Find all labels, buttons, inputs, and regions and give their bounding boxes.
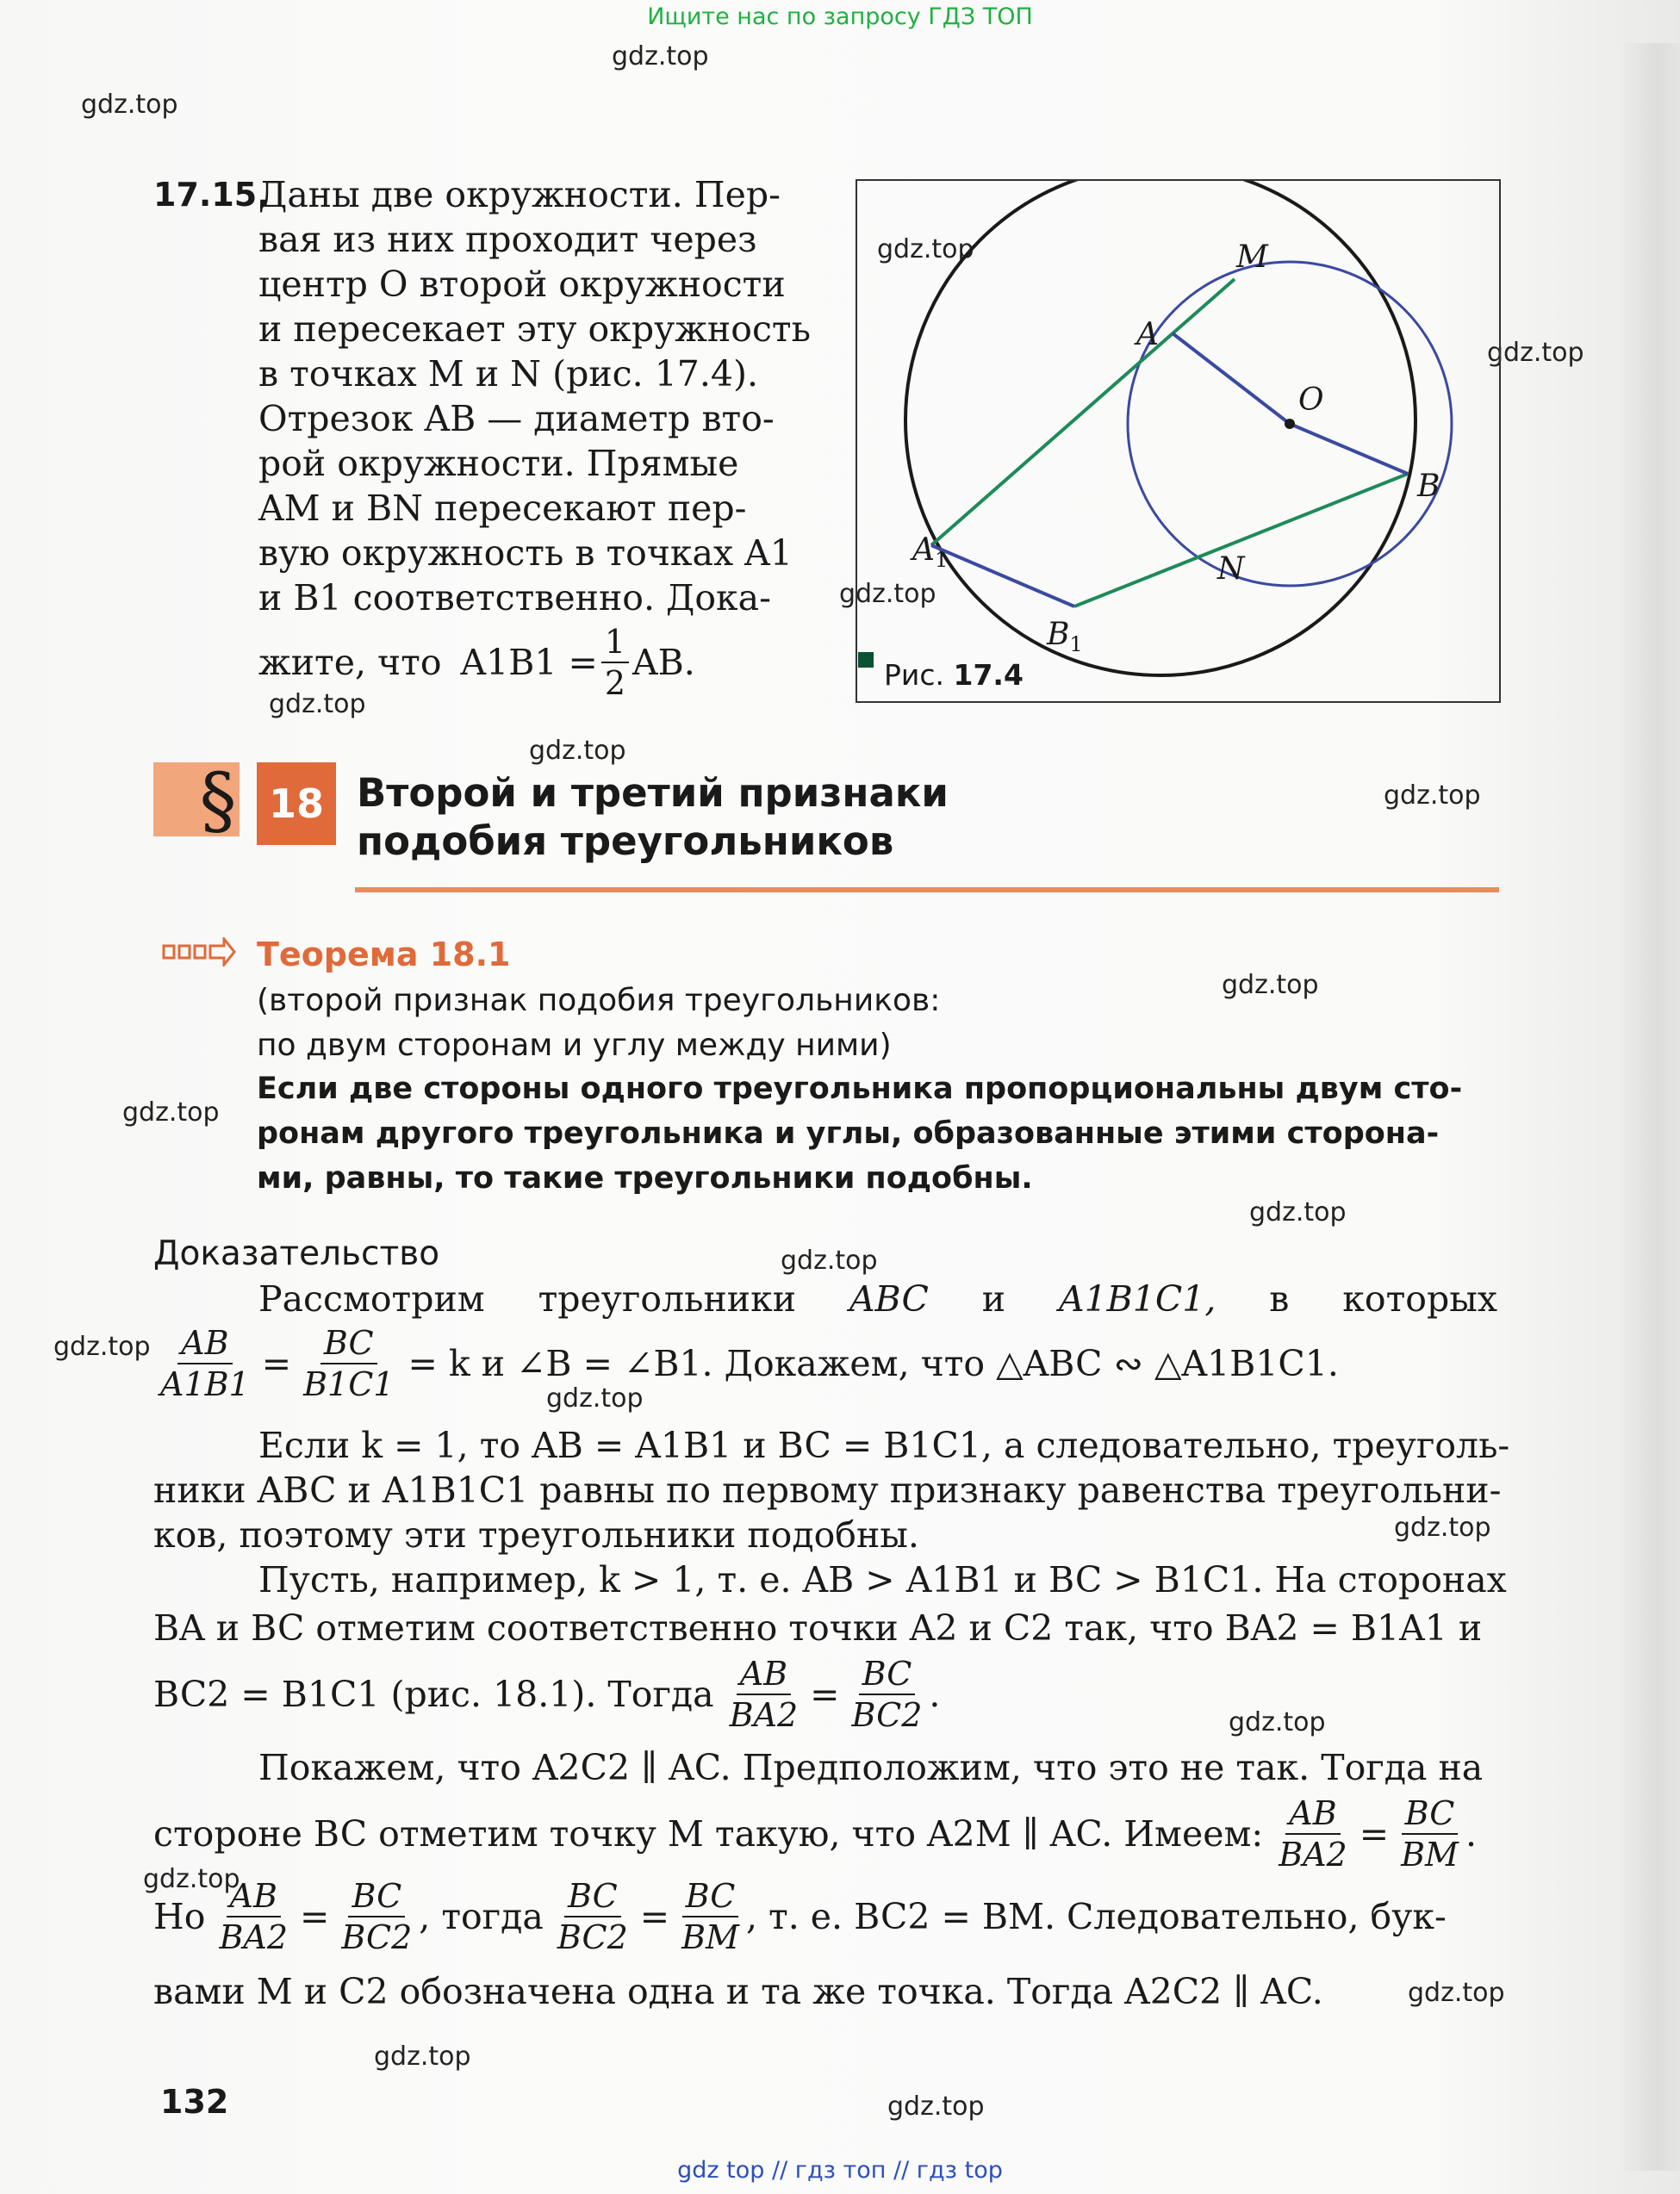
watermark: gdz.top bbox=[1394, 1513, 1491, 1543]
numerator: AB bbox=[737, 1654, 791, 1695]
denominator: BM bbox=[681, 1918, 739, 1956]
text: A1B1 = bbox=[460, 642, 598, 683]
section-sign: § bbox=[199, 758, 237, 844]
watermark: gdz.top bbox=[374, 2042, 471, 2072]
text: стороне BC отметим точку M такую, что A2M ∥ AC. Имеем: bbox=[153, 1813, 1264, 1855]
proof-line-2: $\frac{AB}{A1B1}$ = $\frac{BC}{B1C1}$ = k и ∠B = ∠B1. Докажем, что △ABC ∾ △A1B1C1. bbox=[153, 1323, 1339, 1404]
label-o: O bbox=[1298, 382, 1324, 418]
fraction bbox=[215, 1876, 291, 1957]
watermark: gdz.top bbox=[612, 41, 709, 71]
first-circle bbox=[905, 181, 1416, 675]
watermark: gdz.top bbox=[877, 234, 974, 264]
problem-last-line bbox=[258, 622, 695, 703]
fraction bbox=[1397, 1793, 1462, 1874]
problem-number: 17.15. bbox=[153, 176, 270, 214]
watermark: gdz.top bbox=[887, 2091, 985, 2122]
segment-a1b1 bbox=[931, 545, 1074, 606]
watermark: gdz.top bbox=[269, 689, 366, 719]
denominator: BM bbox=[1401, 1836, 1459, 1874]
numerator: AB bbox=[227, 1876, 281, 1917]
proof-line-9: Покажем, что A2C2 ∥ AC. Предположим, что это не так. Тогда на bbox=[258, 1747, 1484, 1788]
numerator: BC bbox=[682, 1876, 739, 1917]
watermark: gdz.top bbox=[1229, 1707, 1326, 1737]
numerator: BC bbox=[564, 1876, 621, 1917]
problem-line: вая из них проходит через bbox=[258, 219, 757, 260]
numerator: 1 bbox=[601, 622, 629, 663]
theorem-statement: Если две стороны одного треугольника пропорциональны двум сто- bbox=[257, 1072, 1463, 1106]
caption-marker bbox=[858, 652, 874, 668]
section-divider bbox=[355, 887, 1499, 892]
word: A1B1C1, bbox=[1058, 1278, 1216, 1320]
section-title-line: Второй и третий признаки bbox=[357, 770, 949, 816]
section-title-line: подобия треугольников bbox=[357, 818, 894, 864]
top-banner[interactable]: Ищите нас по запросу ГДЗ ТОП bbox=[647, 3, 1033, 30]
fraction bbox=[338, 1876, 415, 1957]
watermark: gdz.top bbox=[1487, 338, 1584, 368]
theorem-subtitle: (второй признак подобия треугольников: bbox=[257, 983, 941, 1018]
watermark: gdz.top bbox=[81, 90, 178, 120]
section-title bbox=[357, 769, 949, 866]
problem-line: вую окружность в точках A1 bbox=[258, 532, 793, 574]
word: в bbox=[1269, 1278, 1290, 1320]
word: треугольники bbox=[538, 1278, 797, 1320]
text: , т. е. BC2 = BM. Следовательно, бук- bbox=[745, 1896, 1447, 1937]
theorem-label: Теорема 18.1 bbox=[257, 935, 511, 973]
word: которых bbox=[1342, 1278, 1497, 1320]
fraction bbox=[849, 1654, 926, 1735]
watermark: gdz.top bbox=[529, 736, 626, 766]
denominator: B1C1 bbox=[303, 1365, 395, 1403]
theorem-statement: ми, равны, то такие треугольники подобны. bbox=[257, 1161, 1033, 1196]
problem-line: AM и BN пересекают пер- bbox=[258, 488, 747, 529]
word: Рассмотрим bbox=[258, 1278, 485, 1320]
proof-line-3: Если k = 1, то AB = A1B1 и BC = B1C1, а следовательно, треуголь- bbox=[258, 1425, 1510, 1466]
fraction bbox=[1275, 1793, 1351, 1874]
fraction bbox=[678, 1876, 743, 1957]
watermark: gdz.top bbox=[143, 1864, 240, 1894]
page-number: 132 bbox=[160, 2083, 229, 2121]
denominator: BA2 bbox=[219, 1918, 288, 1956]
theorem-statement: ронам другого треугольника и углы, образованные этими сторона- bbox=[257, 1116, 1440, 1151]
text: , тогда bbox=[419, 1896, 544, 1937]
watermark: gdz.top bbox=[839, 579, 936, 609]
proof-line-6: Пусть, например, k > 1, т. е. AB > A1B1 и BC > B1C1. На сторонах bbox=[258, 1559, 1507, 1600]
text: AB. bbox=[632, 642, 695, 683]
point-o bbox=[1285, 419, 1295, 429]
fraction bbox=[726, 1654, 802, 1735]
denominator: BA2 bbox=[1279, 1836, 1347, 1874]
label-n: N bbox=[1217, 551, 1245, 587]
line-am bbox=[931, 279, 1235, 545]
figure-caption bbox=[884, 658, 1024, 692]
segment-ob bbox=[1290, 424, 1408, 474]
proof-heading: Доказательство bbox=[153, 1234, 440, 1273]
watermark: gdz.top bbox=[1249, 1197, 1347, 1228]
bottom-banner[interactable]: gdz top // гдз топ // гдз top bbox=[677, 2157, 1003, 2184]
fraction bbox=[157, 1323, 253, 1404]
numerator: BC bbox=[1402, 1793, 1459, 1835]
problem-line: рой окружности. Прямые bbox=[258, 443, 739, 484]
problem-line: Отрезок AB — диаметр вто- bbox=[258, 398, 775, 439]
numerator: AB bbox=[1285, 1793, 1340, 1835]
numerator: BC bbox=[320, 1323, 377, 1364]
watermark: gdz.top bbox=[53, 1332, 151, 1362]
watermark: gdz.top bbox=[1222, 970, 1319, 1000]
numerator: AB bbox=[177, 1323, 232, 1364]
problem-line: центр O второй окружности bbox=[258, 264, 786, 305]
label-a1: $A_1$ bbox=[912, 532, 949, 573]
page-fold-shadow bbox=[1620, 43, 1680, 2171]
label-b1: $B_1$ bbox=[1047, 617, 1083, 657]
proof-line-8: BC2 = B1C1 (рис. 18.1). Тогда $\frac{AB}{BA2}$ = $\frac{BC}{BC2}$ . bbox=[153, 1655, 941, 1734]
text: Но bbox=[153, 1896, 206, 1937]
proof-line-11: Но $\frac{AB}{BA2}$ = $\frac{BC}{BC2}$ , тогда $\frac{BC}{BC2}$ = $\frac{BC}{BM}$ , т. е. BC2 = BM. Следовательно, бук- bbox=[153, 1877, 1447, 1956]
problem-line: Даны две окружности. Пер- bbox=[258, 174, 781, 215]
proof-line-12: вами M и C2 обозначена одна и та же точка. Тогда A2C2 ∥ AC. bbox=[153, 1971, 1323, 2012]
fraction bbox=[300, 1323, 397, 1404]
denominator: A1B1 bbox=[160, 1365, 250, 1403]
watermark: gdz.top bbox=[546, 1383, 644, 1414]
label-b: B bbox=[1417, 469, 1440, 504]
denominator: BC2 bbox=[851, 1696, 923, 1734]
problem-line: и пересекает эту окружность bbox=[258, 308, 811, 350]
denominator: BC2 bbox=[341, 1918, 413, 1956]
denominator: BC2 bbox=[557, 1918, 628, 1956]
theorem-subtitle: по двум сторонам и углу между ними) bbox=[257, 1028, 892, 1063]
problem-line: в точках M и N (рис. 17.4). bbox=[258, 353, 759, 395]
text: жите, что bbox=[258, 642, 442, 683]
watermark: gdz.top bbox=[781, 1246, 878, 1276]
caption-number: 17.4 bbox=[953, 658, 1024, 692]
fraction-half bbox=[601, 622, 629, 703]
label-m: M bbox=[1236, 239, 1268, 275]
text: = k и ∠B = ∠B1. Докажем, что △ABC ∾ △A1B1C1. bbox=[408, 1343, 1339, 1384]
label-a: A bbox=[1136, 317, 1159, 352]
problem-line: и B1 соответственно. Дока- bbox=[258, 577, 771, 618]
watermark: gdz.top bbox=[122, 1097, 220, 1128]
watermark: gdz.top bbox=[1408, 1978, 1505, 2008]
fraction bbox=[554, 1876, 632, 1957]
word: и bbox=[981, 1278, 1006, 1320]
proof-line-7: BA и BC отметим соответственно точки A2 и C2 так, что BA2 = B1A1 и bbox=[153, 1607, 1483, 1649]
numerator: BC bbox=[348, 1876, 405, 1917]
segment-ao bbox=[1173, 333, 1290, 424]
proof-line-5: ков, поэтому эти треугольники подобны. bbox=[153, 1514, 919, 1556]
watermark: gdz.top bbox=[1384, 780, 1481, 811]
proof-line-10: стороне BC отметим точку M такую, что A2M ∥ AC. Имеем: $\frac{AB}{BA2}$ = $\frac{BC}{BM}$ . bbox=[153, 1794, 1477, 1874]
section-number: 18 bbox=[257, 762, 336, 845]
proof-line-1 bbox=[258, 1277, 1497, 1321]
proof-line-4: ники ABC и A1B1C1 равны по первому признаку равенства треугольни- bbox=[153, 1470, 1502, 1511]
word: ABC bbox=[849, 1278, 929, 1320]
caption-prefix: Рис. bbox=[884, 658, 944, 692]
theorem-arrow-icon bbox=[162, 937, 236, 966]
text: BC2 = B1C1 (рис. 18.1). Тогда bbox=[153, 1674, 714, 1715]
figure-17-4 bbox=[856, 179, 1501, 703]
denominator: 2 bbox=[604, 664, 626, 702]
geometry-diagram bbox=[857, 181, 1499, 701]
numerator: BC bbox=[859, 1654, 916, 1695]
denominator: BA2 bbox=[729, 1696, 799, 1734]
